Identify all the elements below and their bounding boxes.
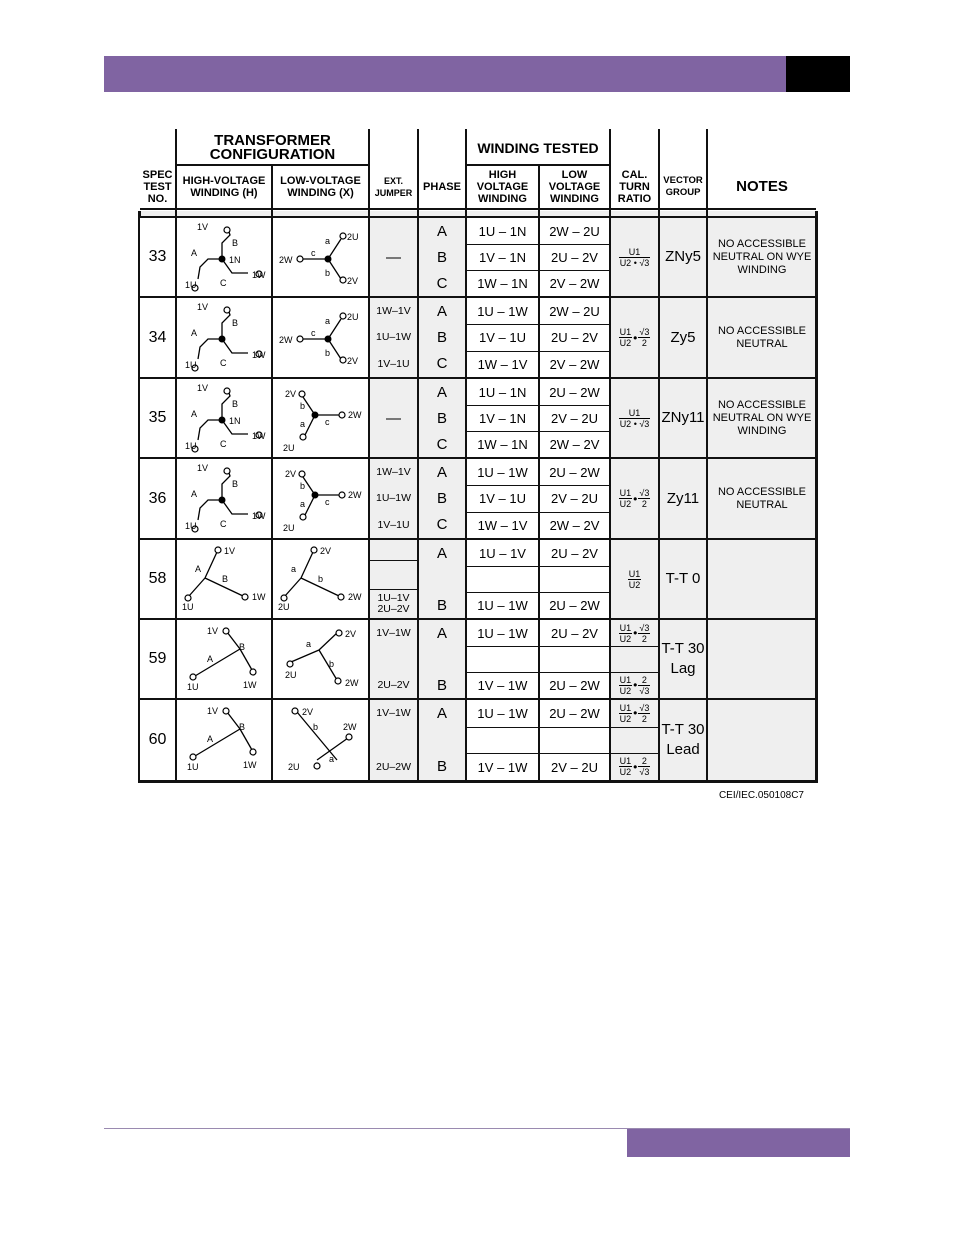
phase-label: C xyxy=(436,274,448,292)
terminal-label: B xyxy=(222,574,229,584)
terminal-circle xyxy=(340,277,346,283)
high-winding-cell: 1U – 1W xyxy=(467,298,538,324)
terminal-circle xyxy=(223,628,229,634)
terminal-label: 1V xyxy=(197,383,209,393)
low-winding-cell: 2U – 2W xyxy=(540,459,609,485)
spec-number: 33 xyxy=(148,248,167,265)
header-hv: HIGH-VOLTAGE WINDING (H) xyxy=(182,175,266,199)
spec-number: 36 xyxy=(148,489,167,507)
jumper-value: — xyxy=(386,248,401,266)
terminal-circle xyxy=(224,227,230,233)
jumper-value: 1V–1W xyxy=(376,627,411,639)
winding-line xyxy=(297,712,337,760)
jumper-value: 1U–1W xyxy=(375,492,411,505)
winding-line xyxy=(195,729,240,756)
multiply-dot: • xyxy=(633,626,638,640)
phase-label: B xyxy=(436,248,447,266)
terminal-label: A xyxy=(191,409,198,419)
terminal-label: 1V xyxy=(224,546,236,556)
winding-line xyxy=(222,470,230,500)
jumper-value: — xyxy=(386,409,401,427)
high-winding-cell: 1V – 1U xyxy=(467,325,538,350)
terminal-label: 2U xyxy=(283,523,295,533)
terminal-label: B xyxy=(232,318,239,328)
phase-label: A xyxy=(436,383,447,401)
terminal-label: A xyxy=(207,734,214,744)
terminal-label: 1W xyxy=(252,270,266,280)
header-tested: WINDING TESTED xyxy=(477,139,599,156)
terminal-circle xyxy=(185,595,191,601)
terminal-label: 1W xyxy=(252,511,266,521)
terminal-label: 2V xyxy=(285,389,297,399)
terminal-circle xyxy=(336,630,342,636)
winding-line xyxy=(198,420,222,440)
phase-label: B xyxy=(436,409,447,427)
phase-label: A xyxy=(436,624,447,642)
terminal-circle xyxy=(297,336,303,342)
multiply-dot: • xyxy=(633,759,638,774)
turn-ratio-b-right-den: √3 xyxy=(639,685,650,696)
terminal-label: b xyxy=(300,481,306,491)
winding-line xyxy=(285,578,301,596)
winding-line xyxy=(305,415,315,435)
turn-ratio-a-right-den: 2 xyxy=(641,713,647,724)
winding-line xyxy=(305,495,315,515)
terminal-label: 1U xyxy=(182,602,194,612)
turn-ratio-b-left-den: U2 xyxy=(619,685,632,696)
notes-text: NO ACCESSIBLE NEUTRAL xyxy=(717,324,807,350)
terminal-circle xyxy=(292,708,298,714)
high-winding-cell: 1U – 1W xyxy=(467,620,538,646)
terminal-circle xyxy=(299,391,305,397)
terminal-label: a xyxy=(329,754,335,764)
terminal-label: a xyxy=(291,564,297,574)
jumper-value: 1U–1V 2U–2V xyxy=(377,592,410,615)
jumper-value: 1W–1V xyxy=(376,466,411,479)
terminal-circle xyxy=(339,492,345,498)
terminal-label: 1U xyxy=(185,521,197,531)
low-winding-cell: 2U – 2W xyxy=(540,593,609,618)
terminal-circle xyxy=(300,434,306,440)
winding-line xyxy=(198,259,222,279)
winding-line xyxy=(189,578,205,596)
winding-line xyxy=(222,339,248,353)
terminal-label: a xyxy=(300,419,306,429)
terminal-circle xyxy=(250,669,256,675)
terminal-label: 1U xyxy=(185,360,197,370)
notes-text: NO ACCESSIBLE NEUTRAL ON WYE WINDING xyxy=(712,398,812,437)
terminal-circle xyxy=(250,749,256,755)
low-winding-cell: 2U – 2W xyxy=(540,379,609,405)
low-winding-cell: 2U – 2W xyxy=(540,673,609,698)
spec-number: 58 xyxy=(148,570,167,587)
spec-number: 35 xyxy=(148,409,167,426)
low-winding-cell: 2V – 2U xyxy=(540,754,609,780)
terminal-label: 1V xyxy=(197,302,209,312)
terminal-circle xyxy=(338,594,344,600)
terminal-label: 1W xyxy=(243,680,257,690)
jumper-value: 2U–2V xyxy=(377,679,410,691)
turn-ratio-a-right-den: 2 xyxy=(641,633,647,644)
high-winding-cell: 1V – 1N xyxy=(467,245,538,270)
terminal-label: B xyxy=(232,399,239,409)
turn-ratio-b-left-num: U1 xyxy=(619,756,632,767)
vector-group: Zy5 xyxy=(670,328,696,346)
low-winding-cell: 2V – 2U xyxy=(540,406,609,431)
high-winding-cell: 1U – 1N xyxy=(467,379,538,405)
terminal-circle xyxy=(346,734,352,740)
jumper-value: 1V–1U xyxy=(377,357,410,370)
phase-label: B xyxy=(436,328,447,346)
header-low: LOW VOLTAGE WINDING xyxy=(548,169,601,205)
turn-ratio-fraction-num: U1 xyxy=(619,247,651,258)
phase-label: B xyxy=(436,758,447,776)
terminal-label: 1N xyxy=(229,255,241,265)
terminal-label: 2U xyxy=(278,602,290,612)
winding-line xyxy=(319,650,337,680)
terminal-label: c xyxy=(325,497,330,507)
terminal-label: a xyxy=(300,499,306,509)
turn-ratio-a-right-num: √3 xyxy=(639,702,650,713)
high-winding-cell: 1V – 1W xyxy=(467,673,538,698)
turn-ratio-right-num: √3 xyxy=(639,327,650,337)
terminal-label: 2V xyxy=(320,546,332,556)
terminal-label: 1W xyxy=(243,760,257,770)
terminal-label: 2U xyxy=(283,443,295,453)
phase-label: C xyxy=(436,516,448,534)
figure-caption: CEI/IEC.050108C7 xyxy=(718,790,804,801)
winding-line xyxy=(222,500,248,514)
terminal-label: 1V xyxy=(197,222,209,232)
terminal-label: b xyxy=(313,722,319,732)
vector-group: ZNy5 xyxy=(665,248,701,265)
terminal-label: 2U xyxy=(288,762,300,772)
terminal-circle xyxy=(314,763,320,769)
high-winding-cell: 1V – 1U xyxy=(467,486,538,511)
low-winding-cell: 2W – 2U xyxy=(540,298,609,324)
multiply-dot: • xyxy=(633,706,638,721)
winding-line xyxy=(319,632,338,650)
header-jumper: EXT. JUMPER xyxy=(374,176,413,198)
terminal-circle xyxy=(335,678,341,684)
winding-line xyxy=(240,649,252,670)
turn-ratio-fraction-den: U2 • √3 xyxy=(619,257,650,268)
vector-group: Zy11 xyxy=(666,489,700,507)
high-winding-cell: 1U – 1W xyxy=(467,593,538,618)
terminal-circle xyxy=(300,514,306,520)
turn-ratio-b-right-num: 2 xyxy=(638,756,650,767)
low-winding-cell: 2U – 2V xyxy=(540,325,609,350)
phase-label: A xyxy=(436,222,447,240)
terminal-label: 2W xyxy=(343,722,357,732)
terminal-label: c xyxy=(311,328,316,338)
header-config: TRANSFORMER CONFIGURATION xyxy=(209,131,336,163)
vector-group: ZNy11 xyxy=(661,409,705,426)
terminal-label: 2W xyxy=(348,592,362,602)
terminal-circle xyxy=(340,313,346,319)
terminal-circle xyxy=(224,388,230,394)
phase-label: A xyxy=(436,544,447,562)
terminal-label: 1U xyxy=(187,682,199,692)
terminal-label: b xyxy=(318,574,324,584)
terminal-label: 1V xyxy=(197,463,209,473)
terminal-label: A xyxy=(207,654,214,664)
terminal-label: 1W xyxy=(252,592,266,602)
terminal-circle xyxy=(224,307,230,313)
turn-ratio-fraction-den: U2 • √3 xyxy=(619,418,650,429)
high-winding-cell: 1W – 1V xyxy=(467,352,538,377)
terminal-circle xyxy=(340,357,346,363)
spec-number: 59 xyxy=(148,650,167,667)
phase-label: C xyxy=(436,355,448,373)
vector-group: T-T 30 Lag xyxy=(661,640,705,677)
multiply-dot: • xyxy=(633,330,638,345)
terminal-label: 1U xyxy=(185,280,197,290)
turn-ratio-fraction-num: U1 xyxy=(628,568,641,579)
header-lv: LOW-VOLTAGE WINDING (X) xyxy=(280,175,361,199)
spec-number: 60 xyxy=(148,731,167,748)
terminal-label: b xyxy=(325,268,331,278)
terminal-label: 1V xyxy=(207,706,219,716)
high-winding-cell: 1W – 1N xyxy=(467,271,538,296)
jumper-value: 1U–1W xyxy=(375,331,411,344)
phase-label: B xyxy=(436,489,447,507)
high-winding-cell: 1U – 1W xyxy=(467,700,538,727)
terminal-label: c xyxy=(311,248,316,258)
jumper-value: 2U–2W xyxy=(375,760,411,773)
turn-ratio-a-left-den: U2 xyxy=(619,633,632,644)
header-ratio: CAL. TURN RATIO xyxy=(617,169,652,205)
terminal-label: b xyxy=(325,348,331,358)
footer-bar xyxy=(627,1129,850,1157)
low-winding-cell: 2U – 2V xyxy=(540,540,609,566)
terminal-circle xyxy=(224,468,230,474)
vector-group: T-T 30 Lead xyxy=(661,721,705,758)
terminal-label: 2W xyxy=(345,678,359,688)
terminal-label: 2U xyxy=(285,670,297,680)
terminal-label: B xyxy=(239,722,246,732)
terminal-label: C xyxy=(220,278,227,288)
terminal-label: 2U xyxy=(347,232,359,242)
winding-line xyxy=(195,649,240,676)
winding-line xyxy=(222,309,230,339)
header-vector: VECTOR GROUP xyxy=(663,175,703,198)
terminal-circle xyxy=(340,233,346,239)
turn-ratio-fraction-num: U1 xyxy=(619,408,651,419)
high-winding-cell: 1V – 1W xyxy=(467,754,538,780)
winding-line xyxy=(291,650,319,662)
terminal-label: 2W xyxy=(279,255,293,265)
winding-line xyxy=(198,500,222,520)
turn-ratio-b-right-den: √3 xyxy=(639,767,650,778)
phase-label: A xyxy=(436,704,447,722)
multiply-dot: • xyxy=(633,491,638,506)
turn-ratio-b-left-den: U2 xyxy=(619,767,632,778)
terminal-circle xyxy=(311,547,317,553)
terminal-label: 2V xyxy=(347,276,359,286)
terminal-circle xyxy=(242,594,248,600)
terminal-label: a xyxy=(325,316,331,326)
terminal-label: 2V xyxy=(302,707,314,717)
terminal-circle xyxy=(281,595,287,601)
jumper-value: 1W–1V xyxy=(376,305,411,318)
vector-group: T-T 0 xyxy=(665,570,701,587)
turn-ratio-left-den: U2 xyxy=(619,338,632,348)
terminal-label: C xyxy=(220,358,227,368)
terminal-circle xyxy=(339,412,345,418)
low-winding-cell: 2V – 2W xyxy=(540,352,609,377)
terminal-label: A xyxy=(191,248,198,258)
header-spec: SPEC TEST NO. xyxy=(142,169,173,205)
terminal-label: 1U xyxy=(187,762,199,772)
low-winding-cell: 2W – 2U xyxy=(540,218,609,244)
high-winding-cell: 1U – 1W xyxy=(467,459,538,485)
terminal-label: 2V xyxy=(345,629,357,639)
phase-label: B xyxy=(436,596,447,614)
low-winding-cell: 2U – 2V xyxy=(540,620,609,646)
terminal-circle xyxy=(215,547,221,553)
terminal-circle xyxy=(223,708,229,714)
winding-line xyxy=(301,552,313,578)
terminal-label: b xyxy=(300,401,306,411)
high-winding-cell: 1V – 1N xyxy=(467,406,538,431)
terminal-label: A xyxy=(191,489,198,499)
turn-ratio-left-den: U2 xyxy=(619,499,632,509)
high-winding-cell: 1U – 1N xyxy=(467,218,538,244)
terminal-label: 2W xyxy=(348,410,362,420)
terminal-label: 1V xyxy=(207,626,219,636)
winding-line xyxy=(240,729,252,750)
terminal-label: 2V xyxy=(347,356,359,366)
terminal-label: 2U xyxy=(347,312,359,322)
turn-ratio-left-num: U1 xyxy=(619,488,632,498)
terminal-label: A xyxy=(191,328,198,338)
spec-number: 34 xyxy=(148,328,167,346)
turn-ratio-a-right-num: √3 xyxy=(639,622,650,633)
winding-line xyxy=(198,339,222,359)
notes-text: NO ACCESSIBLE NEUTRAL ON WYE WINDING xyxy=(712,237,812,276)
terminal-label: 1W xyxy=(252,431,266,441)
terminal-label: C xyxy=(220,439,227,449)
turn-ratio-left-num: U1 xyxy=(619,327,632,337)
phase-label: A xyxy=(436,463,447,481)
terminal-label: 2W xyxy=(348,490,362,500)
header-high: HIGH VOLTAGE WINDING xyxy=(476,169,529,205)
terminal-label: 1W xyxy=(252,350,266,360)
terminal-label: 1N xyxy=(229,416,241,426)
low-winding-cell: 2W – 2V xyxy=(540,513,609,538)
low-winding-cell: 2V – 2U xyxy=(540,486,609,511)
turn-ratio-a-left-num: U1 xyxy=(619,622,632,633)
terminal-label: b xyxy=(329,659,335,669)
jumper-value: 1V–1U xyxy=(377,518,410,531)
terminal-circle xyxy=(190,674,196,680)
turn-ratio-right-den: 2 xyxy=(641,499,647,509)
multiply-dot: • xyxy=(633,678,638,692)
high-winding-cell: 1W – 1V xyxy=(467,513,538,538)
terminal-circle xyxy=(297,256,303,262)
turn-ratio-b-left-num: U1 xyxy=(619,674,632,685)
turn-ratio-fraction-den: U2 xyxy=(628,579,641,590)
terminal-label: a xyxy=(306,639,312,649)
jumper-value: 1V–1W xyxy=(376,707,411,720)
terminal-label: B xyxy=(232,238,239,248)
header-phase: PHASE xyxy=(423,181,461,193)
turn-ratio-a-left-den: U2 xyxy=(619,713,632,724)
high-winding-cell: 1W – 1N xyxy=(467,432,538,457)
terminal-label: B xyxy=(239,642,246,652)
phase-label: B xyxy=(436,676,447,694)
header-notes: NOTES xyxy=(736,178,788,195)
turn-ratio-a-left-num: U1 xyxy=(619,702,632,713)
turn-ratio-b-right-num: 2 xyxy=(638,675,650,686)
turn-ratio-right-den: 2 xyxy=(641,338,647,348)
turn-ratio-right-num: √3 xyxy=(639,488,650,498)
notes-text: NO ACCESSIBLE NEUTRAL xyxy=(717,485,807,511)
terminal-label: A xyxy=(195,564,202,574)
terminal-circle xyxy=(287,661,293,667)
low-winding-cell: 2U – 2V xyxy=(540,245,609,270)
terminal-label: a xyxy=(325,236,331,246)
phase-label: A xyxy=(436,302,447,320)
terminal-label: 2W xyxy=(279,335,293,345)
low-winding-cell: 2W – 2V xyxy=(540,432,609,457)
phase-label: C xyxy=(436,435,448,453)
terminal-label: B xyxy=(232,479,239,489)
low-winding-cell: 2V – 2W xyxy=(540,271,609,296)
terminal-label: c xyxy=(325,417,330,427)
terminal-label: 1U xyxy=(185,441,197,451)
high-winding-cell: 1U – 1V xyxy=(467,540,538,566)
terminal-circle xyxy=(190,754,196,760)
terminal-circle xyxy=(299,471,305,477)
winding-line xyxy=(205,552,217,578)
terminal-label: 2V xyxy=(285,469,297,479)
low-winding-cell: 2U – 2W xyxy=(540,700,609,727)
terminal-label: C xyxy=(220,519,227,529)
